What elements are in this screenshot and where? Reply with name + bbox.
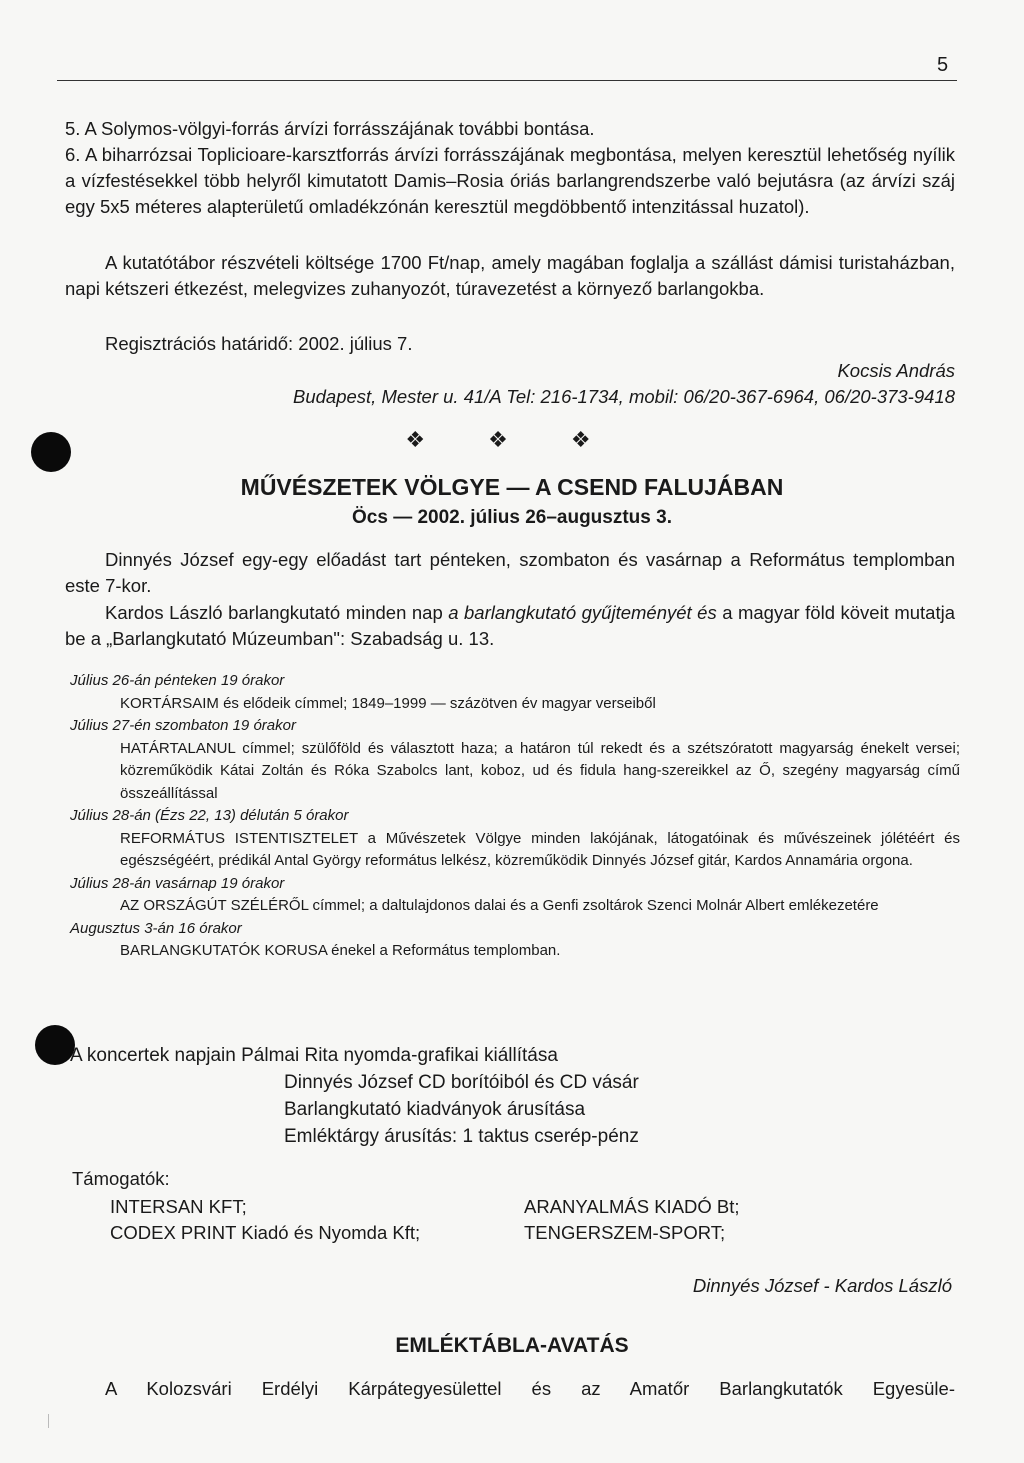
intro-paragraph: Dinnyés József egy-egy előadást tart pénteken, szombaton és vasárnap a Református templomban este 7-kor. (65, 549, 955, 596)
program-date: Július 26-án pénteken 19 órakor (70, 672, 285, 689)
signature-dinnyes-kardos: Dinnyés József - Kardos László (692, 1275, 952, 1296)
exhibits-list (70, 1042, 639, 1150)
margin-mark (48, 1414, 49, 1428)
list-item-5: 5. A Solymos-völgyi-forrás árvízi forrásszájának további bontása. (65, 118, 595, 139)
program-text: HATÁRTALANUL címmel; szülőföld és választott haza; a határon túl rekedt és a szétszóratott magyarság énekelt versei; közreműködik Kátai Zoltán és Róka Szabolcs lant, koboz, ud és fidula hang-szereikkel az Ő, szegény magyarság című összeállítással (120, 739, 960, 802)
section-heading: MŰVÉSZETEK VÖLGYE — A CSEND FALUJÁBAN (240, 474, 784, 500)
supporter-item: INTERSAN KFT; (110, 1196, 247, 1217)
program-date: Július 28-án (Ézs 22, 13) délután 5 órakor (70, 807, 349, 824)
cost-paragraph: A kutatótábor részvételi költsége 1700 Ft/nap, amely magában foglalja a szállást dámisi turistaházban, napi kétszeri étkezést, melegvizes zuhanyozót, túravezetést a környező barlangokba. (65, 252, 955, 299)
program-date: Augusztus 3-án 16 órakor (70, 919, 242, 937)
program-item (70, 715, 960, 805)
supporter-item: TENGERSZEM-SPORT; (524, 1222, 726, 1243)
program-text: AZ ORSZÁGÚT SZÉLÉRŐL címmel; a daltulajdonos dalai és a Genfi zsoltárok Szenci Molnár Albert emlékezetére (120, 897, 879, 914)
program-item (70, 805, 960, 873)
page-number: 5 (937, 54, 949, 76)
punch-hole (35, 1025, 75, 1065)
deadline-paragraph: Regisztrációs határidő: 2002. július 7. (105, 333, 413, 354)
program-item (70, 873, 960, 918)
exhibit-item: Barlangkutató kiadványok árusítása (284, 1099, 586, 1120)
exhibit-item: Emléktárgy árusítás: 1 taktus cserép-pénz (284, 1126, 639, 1147)
supporters-right (524, 1194, 740, 1246)
header-rule (57, 80, 957, 81)
program-item (70, 918, 960, 963)
program-date: Július 27-én szombaton 19 órakor (70, 717, 296, 734)
program-list (70, 670, 960, 963)
supporter-item: CODEX PRINT Kiadó és Nyomda Kft; (110, 1222, 421, 1243)
supporters-title: Támogatók: (72, 1168, 170, 1189)
section-heading-2: EMLÉKTÁBLA-AVATÁS (395, 1334, 629, 1357)
contact-line: Budapest, Mester u. 41/A Tel: 216-1734, mobil: 06/20-367-6964, 06/20-373-9418 (293, 386, 955, 407)
supporters-left (110, 1194, 420, 1246)
program-text: KORTÁRSAIM és elődeik címmel; 1849–1999 — százötven év magyar verseiből (120, 694, 656, 712)
section-separator: ❖ ❖ ❖ (405, 428, 619, 453)
exhibit-item: Dinnyés József CD borítóiból és CD vásár (284, 1072, 639, 1093)
section-subheading: Öcs — 2002. július 26–augusztus 3. (352, 507, 672, 528)
final-paragraph: A Kolozsvári Erdélyi Kárpátegyesülettel és az Amatőr Barlangkutatók Egyesüle- (105, 1378, 955, 1399)
list-item-6: 6. A biharrózsai Toplicioare-karsztforrás árvízi forrásszájának megbontása, melyen keresztül lehetőség nyílik a vízfestésekkel több helyről kimutatott Damis–Rosia óriás barlangrendszerbe való bejutásra (az árvízi száj egy 5x5 méteres alapterületű omladékzónán keresztül megdöbbentő intenzitással huzatol). (65, 144, 955, 217)
program-date: Július 28-án vasárnap 19 órakor (70, 874, 285, 892)
program-text: BARLANGKUTATÓK KORUSA énekel a Református templomban. (120, 942, 561, 959)
signature-kocsis: Kocsis András (837, 360, 955, 381)
exhibit-item: A koncertek napjain Pálmai Rita nyomda-grafikai kiállítása (70, 1045, 558, 1066)
supporter-item: ARANYALMÁS KIADÓ Bt; (524, 1196, 740, 1217)
intro-paragraph-2: Kardos László barlangkutató minden nap a barlangkutató gyűjteményét és a magyar föld köveit mutatja be a „Barlangkutató Múzeumban": Szabadság u. 13. (65, 602, 955, 649)
program-text: REFORMÁTUS ISTENTISZTELET a Művészetek Völgye minden lakójának, látogatóinak és művészeinek jólétéért és egészségéért, prédikál Antal György református lelkész, közreműködik Dinnyés József gitár, Kardos Annamária orgona. (120, 829, 960, 869)
program-item (70, 670, 960, 715)
